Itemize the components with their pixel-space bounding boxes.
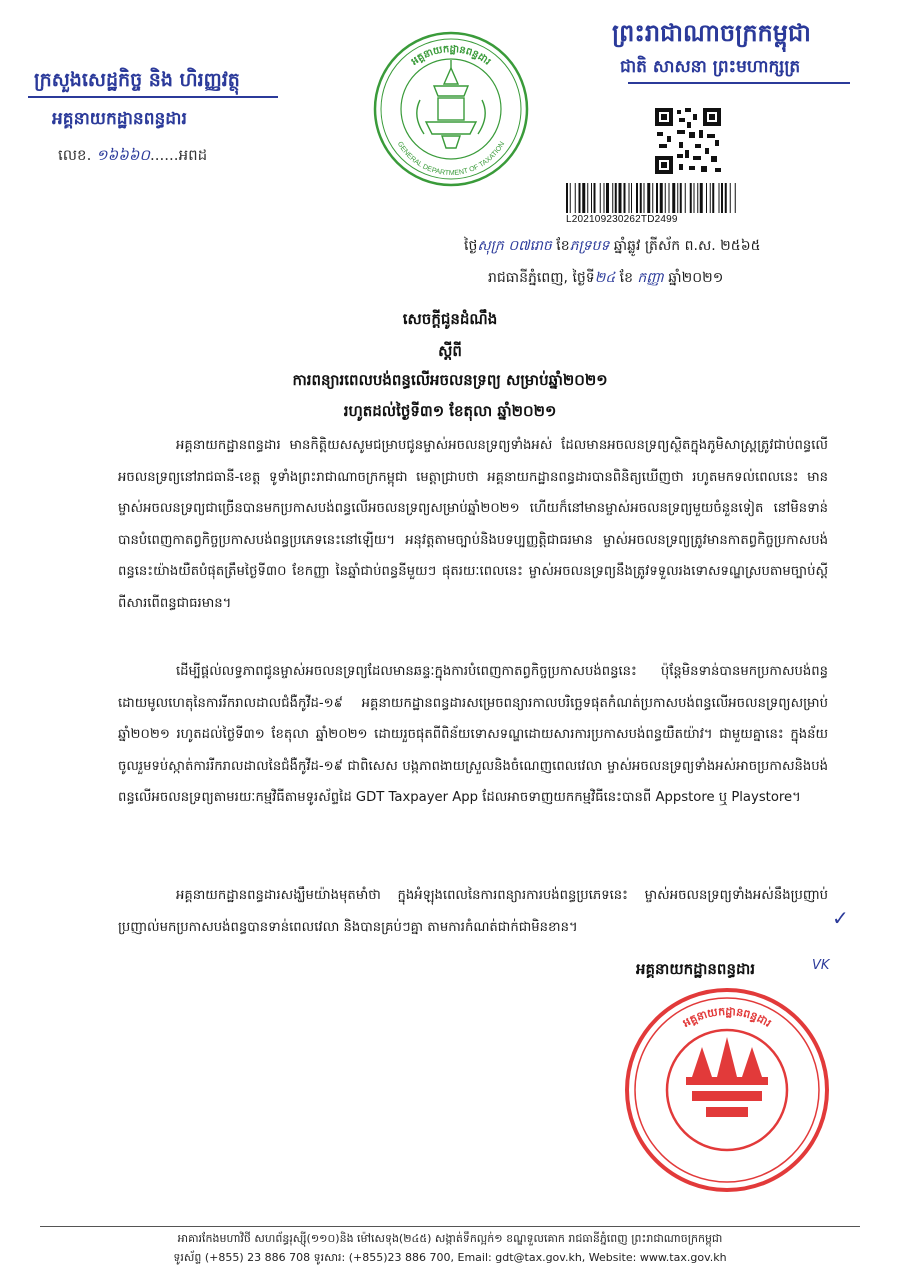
barcode-bar [587, 183, 588, 213]
barcode-bar [594, 183, 596, 213]
lunar-month-label: ខែ [556, 238, 570, 254]
notice-subject-deadline: រហូតដល់ថ្ងៃទី៣១ ខែតុលា ឆ្នាំ២០២១ [343, 402, 557, 420]
barcode-bar [710, 183, 711, 213]
solar-month: កញ្ញា [637, 270, 664, 286]
lunar-date-prefix: ថ្ងៃ [464, 238, 478, 254]
solar-date-prefix: រាជធានីភ្នំពេញ, ថ្ងៃទី [488, 270, 595, 286]
barcode-bar [730, 183, 731, 213]
national-motto: ជាតិ សាសនា ព្រះមហាក្សត្រ [620, 57, 801, 77]
signer-title: អគ្គនាយកដ្ឋានពន្ធដារ [636, 960, 756, 978]
barcode-bar [640, 183, 642, 213]
letter-number: លេខ. ១៦៦៦០......អពដ [58, 146, 208, 164]
barcode-bar [697, 183, 698, 213]
barcode-bar [629, 183, 630, 213]
barcode-bar [570, 183, 571, 213]
barcode-bar [604, 183, 605, 213]
official-red-seal [622, 985, 832, 1195]
barcode-bar [575, 183, 576, 213]
letter-number-label: លេខ [58, 146, 87, 164]
barcode-bar [665, 183, 666, 213]
body-paragraph-3: អគ្គនាយកដ្ឋានពន្ធដារសង្ឃឹមយ៉ាងមុតមាំថា ក្នុងអំឡុងពេលនៃការពន្យារការបង់ពន្ធប្រភេទនេះ ម្ចាស់អចលនទ្រព្យទាំងអស់នឹងប្រញាប់ប្រញាល់មកប្រកាសបង់ពន្ធបានទាន់ពេលវេលា និងបានគ្រប់ៗគ្នា តាមការកំណត់ជាក់ជាមិនខាន។ [118, 888, 828, 935]
barcode-bar [685, 183, 686, 213]
barcode-bar [612, 183, 613, 213]
barcode-bar [615, 183, 617, 213]
body-paragraph-2: ដើម្បីផ្តល់លទ្ធភាពជូនម្ចាស់អចលនទ្រព្យដែលមានឆន្ទៈក្នុងការបំពេញកាតព្វកិច្ចប្រកាសបង់ពន្ធនេះ ប៉ុន្តែមិនទាន់បានមកប្រកាសបង់ពន្ធដោយមូលហេតុនៃការរីករាលដាលជំងឺកូវីដ-១៩ អគ្គនាយកដ្ឋានពន្ធដារសម្រេចពន្យារកាលបរិច្ឆេទផុតកំណត់ប្រកាសបង់ពន្ធលើអចលនទ្រព្យសម្រាប់ឆ្នាំ២០២១ រហូតដល់ថ្ងៃទី៣១ ខែតុលា ឆ្នាំ២០២១ ដោយរួចផុតពីពិន័យទោសទណ្ឌដោយសារការប្រកាសបង់ពន្ធយឺតយ៉ាវ។ ជាមួយគ្នានេះ ក្នុងន័យចូលរួមទប់ស្កាត់ការរីករាលដាលនៃជំងឺកូវីដ-១៩ ជាពិសេស បង្កភាពងាយស្រួលនិងចំណេញពេលវេលា ម្ចាស់អចលនទ្រព្យទាំងអស់អាចប្រកាសនិងបង់ពន្ធលើអចលនទ្រព្យតាមរយៈកម្មវិធីតាមទូរស័ព្ទដៃ GDT Taxpayer App ដែលអាចទាញយកកម្មវិធីនេះបានពី Appstore ឬ Playstore។ [118, 664, 828, 805]
tax-department-emblem [372, 30, 530, 188]
footer-contact: ទូរស័ព្ទ (+855) 23 886 708 ទូរសារ: (+855)23 886 700, Email: gdt@tax.gov.kh, Website: www.tax.gov.kh [173, 1251, 727, 1264]
ministry-underline [28, 96, 278, 98]
barcode-icon [566, 183, 828, 213]
solar-date [488, 268, 723, 289]
footer-divider [40, 1226, 860, 1227]
solar-year: ឆ្នាំ២០២១ [668, 270, 724, 286]
ministry-name: ក្រសួងសេដ្ឋកិច្ច និង ហិរញ្ញវត្ថុ [34, 69, 240, 91]
letter-number-suffix: អពដ [178, 146, 208, 164]
footer-address: អាគារកែងមហាវិថី សហព័ន្ធរុស្ស៊ី(១១០)និង ម៉ៅសេទុង(២៤៥) សង្កាត់ទឹកល្អក់១ ខណ្ឌទួលគោក រាជធានីភ្នំពេញ ព្រះរាជាណាចក្រកម្ពុជា [177, 1232, 723, 1245]
qr-code-icon [655, 108, 721, 174]
barcode-bar [636, 183, 638, 213]
barcode-bar [680, 183, 682, 213]
barcode-bar [706, 183, 707, 213]
lunar-day: ០៧រោច [508, 238, 552, 254]
notice-subject: ការពន្យារពេលបង់ពន្ធលើអចលនទ្រព្យ សម្រាប់ឆ្នាំ២០២១ [292, 371, 608, 389]
lunar-weekday: សុក្រ [477, 238, 504, 254]
barcode-bar [700, 183, 703, 213]
motto-underline [628, 82, 850, 84]
barcode-bar [694, 183, 695, 213]
notice-subject-label: ស្តីពី [438, 342, 462, 360]
barcode-bar [719, 183, 720, 213]
barcode-bar [600, 183, 601, 213]
signer-initials: VK [812, 958, 830, 973]
barcode-bar [652, 183, 653, 213]
barcode-bar [677, 183, 678, 213]
emblem-top-text: អគ្គនាយកដ្ឋានពន្ធដារ [409, 43, 493, 68]
barcode-bar [619, 183, 622, 213]
barcode-bar [566, 183, 568, 213]
kingdom-name: ព្រះរាជាណាចក្រកម្ពុជា [612, 19, 811, 47]
notice-title: សេចក្តីជូនដំណឹង [402, 310, 498, 328]
lunar-year: ឆ្នាំឆ្លូវ ត្រីស័ក ព.ស. ២៥៦៥ [613, 238, 761, 254]
barcode-bar [669, 183, 670, 213]
barcode-bar [624, 183, 626, 213]
barcode-bar [644, 183, 645, 213]
barcode-bar [631, 183, 632, 213]
solar-month-label: ខែ [619, 270, 633, 286]
barcode-bar [735, 183, 736, 213]
barcode-bar [579, 183, 581, 213]
letter-number-value: ១៦៦៦០ [96, 146, 150, 164]
barcode-bar [647, 183, 650, 213]
barcode-bar [660, 183, 663, 213]
barcode-bar [712, 183, 714, 213]
barcode-bar [591, 183, 592, 213]
solar-day: ២៤ [594, 270, 616, 286]
barcode-bar [725, 183, 727, 213]
barcode-bar [672, 183, 675, 213]
lunar-month: ភទ្របទ [569, 238, 610, 254]
barcode-bar [656, 183, 658, 213]
seal-arc-text: អគ្គនាយកដ្ឋានពន្ធដារ [680, 1004, 774, 1030]
handwritten-tick-mark: ✓ [832, 906, 849, 930]
barcode-bar [721, 183, 723, 213]
svg-text:អគ្គនាយកដ្ឋានពន្ធដារ [680, 1005, 774, 1031]
emblem-bottom-text: GENERAL DEPARTMENT OF TAXATION [395, 140, 507, 178]
barcode-bar [606, 183, 609, 213]
lunar-date [464, 236, 761, 257]
body-paragraph-1: អគ្គនាយកដ្ឋានពន្ធដារ មានកិត្តិយសសូមជម្រាបជូនម្ចាស់អចលនទ្រព្យទាំងអស់ ដែលមានអចលនទ្រព្យស្ថិតក្នុងភូមិសាស្ត្រត្រូវជាប់ពន្ធលើអចលនទ្រព្យនៅរាជធានី-ខេត្ត ទូទាំងព្រះរាជាណាចក្រកម្ពុជា មេត្តាជ្រាបថា អគ្គនាយកដ្ឋានពន្ធដារបានពិនិត្យឃើញថា រហូតមកទល់ពេលនេះ មានម្ចាស់អចលនទ្រព្យជាច្រើនបានមកប្រកាសបង់ពន្ធលើអចលនទ្រព្យសម្រាប់ឆ្នាំ២០២១ ហើយក៏នៅមានម្ចាស់អចលនទ្រព្យមួយចំនួនទៀត នៅមិនទាន់បានបំពេញកាតព្វកិច្ចប្រកាសបង់ពន្ធប្រភេទនេះនៅឡើយ។ អនុវត្តតាមច្បាប់និងបទប្បញ្ញត្តិជាធរមាន ម្ចាស់អចលនទ្រព្យត្រូវមានកាតព្វកិច្ចប្រកាសបង់ពន្ធនេះយ៉ាងយឺតបំផុតត្រឹមថ្ងៃទី៣០ ខែកញ្ញា នៃឆ្នាំជាប់ពន្ធនីមួយៗ ផុតរយៈពេលនេះ ម្ចាស់អចលនទ្រព្យនឹងត្រូវទទួលរងទោសទណ្ឌស្របតាមច្បាប់ស្តីពីសារពើពន្ធជាធរមាន។ [118, 438, 828, 611]
barcode-bar [582, 183, 585, 213]
department-name: អគ្គនាយកដ្ឋានពន្ធដារ [52, 109, 187, 129]
barcode-number: L202109230262TD2499 [566, 214, 678, 225]
barcode-bar [690, 183, 692, 213]
